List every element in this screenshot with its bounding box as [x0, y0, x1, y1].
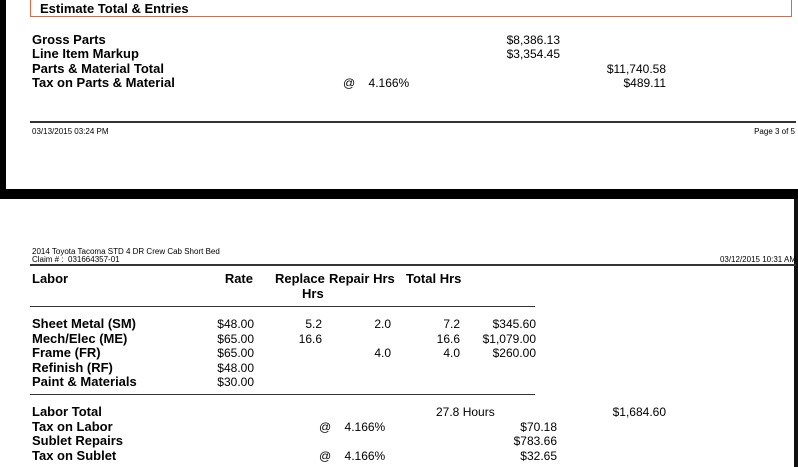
total-value: $70.18: [520, 420, 557, 434]
page-edge: [794, 199, 798, 467]
labor-label: Mech/Elec (ME): [32, 331, 128, 346]
row-label: Gross Parts: [32, 32, 106, 47]
row-value: $8,386.13: [506, 33, 560, 47]
total-value: $783.66: [513, 434, 557, 448]
labor-label: Paint & Materials: [32, 374, 137, 389]
labor-label: Frame (FR): [32, 345, 101, 360]
tax-rate: @ 4.166%: [319, 420, 386, 434]
labor-amount: $1,079.00: [482, 332, 536, 346]
total-value: $32.65: [520, 449, 557, 463]
row-label: Line Item Markup: [32, 46, 139, 61]
page-number: Page 3 of 5: [754, 127, 795, 136]
footer-rule: [30, 121, 796, 123]
labor-label: Sheet Metal (SM): [32, 316, 137, 331]
page-edge: [0, 0, 6, 192]
total-label: Tax on Sublet: [32, 448, 117, 463]
labor-rate: $65.00: [217, 332, 254, 346]
labor-rate: $48.00: [217, 361, 254, 375]
labor-divider: [30, 394, 535, 395]
row-label: Parts & Material Total: [32, 61, 164, 76]
labor-repair: 4.0: [374, 346, 391, 360]
tax-rate: @ 4.166%: [343, 76, 410, 90]
labor-rate: $65.00: [217, 346, 254, 360]
col-header-repair: Repair Hrs: [329, 271, 395, 286]
page-break: [0, 189, 798, 199]
total-hours: 27.8 Hours: [436, 405, 495, 419]
col-header-total: Total Hrs: [406, 271, 462, 286]
col-header-replace-hrs: Hrs: [302, 286, 324, 301]
labor-total-hrs: 7.2: [443, 317, 460, 331]
col-header-replace: Replace: [275, 271, 325, 286]
section-title: Estimate Total & Entries: [40, 1, 189, 16]
claim-number: Claim # : 031664357-01: [32, 255, 120, 264]
labor-amount: $345.60: [492, 317, 536, 331]
header-rule: [30, 264, 796, 266]
footer-date: 03/13/2015 03:24 PM: [32, 127, 109, 136]
labor-repair: 2.0: [374, 317, 391, 331]
labor-total-hrs: 16.6: [436, 332, 460, 346]
row-total: $11,740.58: [606, 62, 666, 76]
col-header-rate: Rate: [224, 271, 253, 286]
tax-rate: @ 4.166%: [319, 449, 386, 463]
row-value: $3,354.45: [506, 47, 560, 61]
labor-replace: 16.6: [298, 332, 322, 346]
total-label: Sublet Repairs: [32, 433, 124, 448]
labor-rate: $30.00: [217, 375, 254, 389]
row-total: $489.11: [623, 76, 666, 90]
total-value: $1,684.60: [612, 405, 666, 419]
labor-replace: 5.2: [305, 317, 322, 331]
labor-rate: $48.00: [217, 317, 254, 331]
col-header-labor: Labor: [32, 271, 69, 286]
labor-amount: $260.00: [492, 346, 536, 360]
total-label: Tax on Labor: [32, 419, 113, 434]
header-divider: [30, 306, 535, 307]
vehicle-description: 2014 Toyota Tacoma STD 4 DR Crew Cab Short Bed: [32, 247, 220, 256]
timestamp: 03/12/2015 10:31 AM: [719, 255, 796, 264]
total-label: Labor Total: [32, 404, 102, 419]
row-label: Tax on Parts & Material: [32, 75, 175, 90]
labor-total-hrs: 4.0: [443, 346, 460, 360]
labor-label: Refinish (RF): [32, 360, 113, 375]
